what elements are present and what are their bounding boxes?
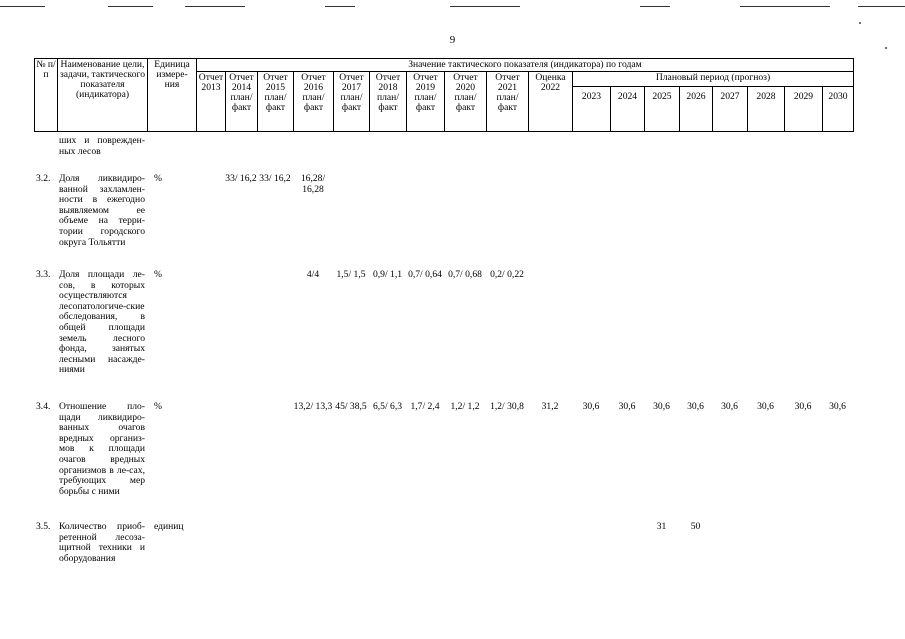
value-cell: 33/ 16,2 xyxy=(259,173,291,184)
value-cell: 30,6 xyxy=(618,401,636,412)
value-cell: 1,2/ 1,2 xyxy=(450,401,480,412)
scan-edge-line xyxy=(0,6,45,7)
indicator-table-header xyxy=(34,58,854,132)
col-header-2021: Отчет 2021 план/ факт xyxy=(487,72,529,132)
scan-edge-line xyxy=(740,6,830,7)
col-header-2030: 2030 xyxy=(823,87,854,132)
col-header-2024: 2024 xyxy=(611,87,645,132)
page-number: 9 xyxy=(449,34,456,46)
value-cell: 30,6 xyxy=(794,401,812,412)
unit-value: % xyxy=(154,269,162,280)
value-cell: 30,6 xyxy=(721,401,738,412)
value-cell: 50 xyxy=(690,521,701,532)
row-number: 3.5. xyxy=(36,521,51,532)
col-header-2025: 2025 xyxy=(645,87,680,132)
value-cell: 1,5/ 1,5 xyxy=(336,269,366,280)
col-header-2022: Оценка 2022 xyxy=(529,72,573,132)
value-cell: 31 xyxy=(656,521,667,532)
value-cell: 1,7/ 2,4 xyxy=(410,401,440,412)
scan-edge-line xyxy=(185,6,245,7)
scan-speck xyxy=(885,47,887,49)
col-header-2026: 2026 xyxy=(680,87,713,132)
value-cell: 30,6 xyxy=(653,401,670,412)
col-header-2029: 2029 xyxy=(785,87,823,132)
value-cell: 33/ 16,2 xyxy=(225,173,257,184)
value-cell: 4/4 xyxy=(306,269,320,280)
col-header-2020: Отчет 2020 план/ факт xyxy=(445,72,487,132)
unit-value: единиц xyxy=(154,521,184,532)
scan-edge-line xyxy=(325,6,355,7)
value-cell: 0,2/ 0,22 xyxy=(490,269,524,280)
indicator-name: Доля площади ле-сов, в которых осуществляются лесопатологиче-ские обследования, в общей площади земель лесного фонда, занятых лесными насажде-ниями xyxy=(59,269,145,376)
value-cell: 1,2/ 30,8 xyxy=(490,401,524,412)
col-header-values-title: Значение тактического показателя (индикатора) по годам xyxy=(197,59,854,72)
value-cell: 16,28/ 16,28 xyxy=(300,173,326,195)
value-cell: 0,7/ 0,64 xyxy=(408,269,442,280)
col-header-number: № п/п xyxy=(35,59,58,132)
indicator-name: ших и поврежден-ных лесов xyxy=(59,135,145,157)
value-cell: 0,7/ 0,68 xyxy=(448,269,482,280)
col-header-unit: Единица измере-ния xyxy=(148,59,197,132)
value-cell: 30,6 xyxy=(687,401,704,412)
value-cell: 13,2/ 13,3 xyxy=(293,401,333,412)
unit-value: % xyxy=(154,401,162,412)
indicator-name: Отношение пло-щади ликвидиро-ванных очагов вредных организ-мов к площади очагов вредных организмов в ле-сах, требующих мер борьбы с ними xyxy=(59,401,145,497)
col-header-2023: 2023 xyxy=(573,87,611,132)
col-header-2028: 2028 xyxy=(748,87,785,132)
value-cell: 30,6 xyxy=(757,401,774,412)
row-number: 3.4. xyxy=(36,401,51,412)
value-cell: 45/ 38,5 xyxy=(335,401,367,412)
col-header-2014: Отчет 2014 план/ факт xyxy=(226,72,258,132)
col-header-name: Наименование цели, задачи, тактического показателя (индикатора) xyxy=(58,59,148,132)
scan-speck xyxy=(859,22,861,24)
col-header-planned-period: Плановый период (прогноз) xyxy=(573,72,854,87)
col-header-2016: Отчет 2016 план/ факт xyxy=(294,72,334,132)
col-header-2019: Отчет 2019 план/ факт xyxy=(407,72,445,132)
indicator-name: Количество приоб-ретенной лесоза-щитной техники и оборудования xyxy=(59,521,145,564)
scan-edge-line xyxy=(108,6,153,7)
indicator-name: Доля ликвидиро-ванной захламлен-ности в ежегодно выявляемом ее объеме на терри-тории городского округа Тольятти xyxy=(59,173,145,248)
value-cell: 30,6 xyxy=(582,401,600,412)
col-header-2013: Отчет 2013 xyxy=(197,72,226,132)
value-cell: 0,9/ 1,1 xyxy=(372,269,403,280)
scan-edge-line xyxy=(640,6,670,7)
row-number: 3.2. xyxy=(36,173,51,184)
value-cell: 30,6 xyxy=(829,401,846,412)
scan-edge-line xyxy=(858,6,905,7)
col-header-2017: Отчет 2017 план/ факт xyxy=(334,72,370,132)
col-header-2027: 2027 xyxy=(713,87,748,132)
row-number: 3.3. xyxy=(36,269,51,280)
scan-edge-line xyxy=(450,6,520,7)
unit-value: % xyxy=(154,173,162,184)
col-header-2018: Отчет 2018 план/ факт xyxy=(370,72,407,132)
col-header-2015: Отчет 2015 план/ факт xyxy=(258,72,294,132)
value-cell: 6,5/ 6,3 xyxy=(372,401,403,412)
value-cell: 31,2 xyxy=(541,401,559,412)
